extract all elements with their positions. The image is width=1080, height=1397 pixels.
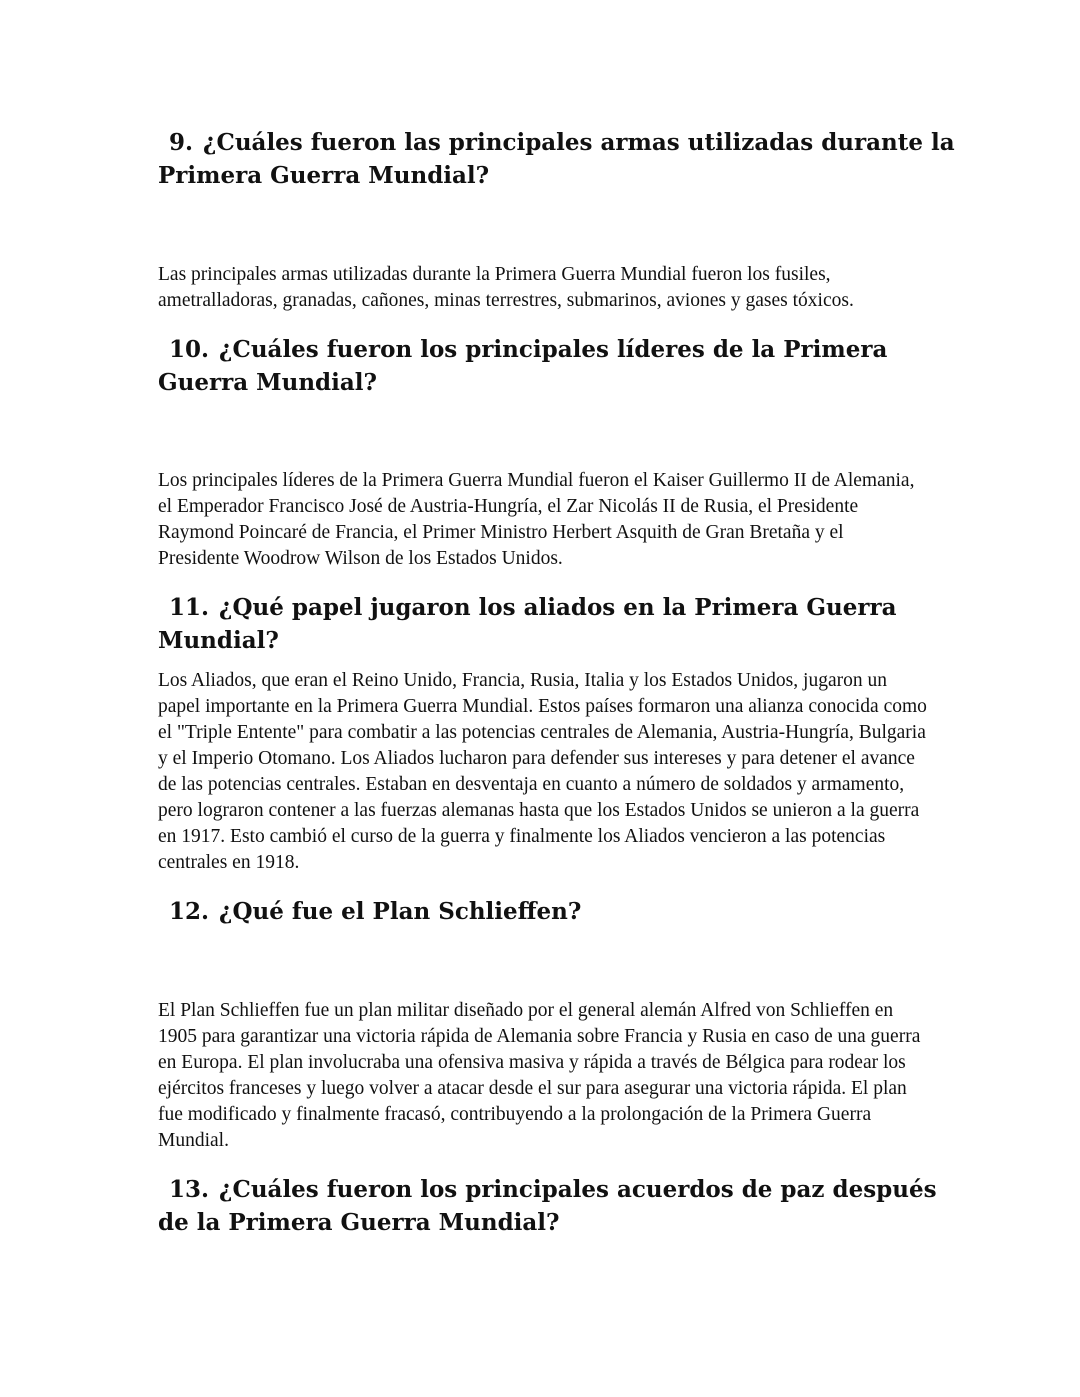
question-number: 9 . — [158, 126, 193, 159]
question-number: 12 . — [158, 895, 209, 928]
question-heading-12 — [158, 895, 958, 928]
question-heading-11 — [158, 591, 958, 657]
question-number: 10 . — [158, 333, 209, 366]
answer-paragraph-10: Los principales líderes de la Primera Guerra Mundial fueron el Kaiser Guillermo II de Alemania, el Emperador Francisco José de Austria-Hungría, el Zar Nicolás II de Rusia, el Presidente Raymond Poincaré de Francia, el Primer Ministro Herbert Asquith de Gran Bretaña y el Presidente Woodrow Wilson de los Estados Unidos. — [158, 470, 915, 569]
question-title: ¿Cuáles fueron los principales líderes de la Primera Guerra Mundial? — [158, 336, 888, 396]
answer-paragraph-11: Los Aliados, que eran el Reino Unido, Francia, Rusia, Italia y los Estados Unidos, jugaron un papel importante en la Primera Guerra Mundial. Estos países formaron una alianza conocida como el "Triple Entente" para combatir a las potencias centrales de Alemania, Austria-Hungría, Bulgaria y el Imperio Otomano. Los Aliados lucharon para defender sus intereses y para detener el avance de las potencias centrales. Estaban en desventaja en cuanto a número de soldados y armamento, pero lograron contener a las fuerzas alemanas hasta que los Estados Unidos se unieron a la guerra en 1917. Esto cambió el curso de la guerra y finalmente los Aliados vencieron a las potencias centrales en 1918. — [158, 670, 927, 873]
question-title: ¿Qué fue el Plan Schlieffen? — [219, 898, 582, 925]
question-heading-10 — [158, 333, 958, 399]
question-title: ¿Cuáles fueron los principales acuerdos de paz después de la Primera Guerra Mundial? — [158, 1176, 937, 1236]
question-title: ¿Cuáles fueron las principales armas utilizadas durante la Primera Guerra Mundial? — [158, 129, 955, 189]
question-heading-9 — [158, 126, 958, 192]
question-number: 13 . — [158, 1173, 209, 1206]
question-title: ¿Qué papel jugaron los aliados en la Primera Guerra Mundial? — [158, 594, 897, 654]
question-heading-13 — [158, 1173, 958, 1239]
answer-paragraph-9: Las principales armas utilizadas durante la Primera Guerra Mundial fueron los fusiles, ametralladoras, granadas, cañones, minas terrestres, submarinos, aviones y gases tóxicos. — [158, 264, 854, 311]
question-number: 11 . — [158, 591, 209, 624]
answer-paragraph-12: El Plan Schlieffen fue un plan militar diseñado por el general alemán Alfred von Schlieffen en 1905 para garantizar una victoria rápida de Alemania sobre Francia y Rusia en caso de una guerra en Europa. El plan involucraba una ofensiva masiva y rápida a través de Bélgica para rodear los ejércitos franceses y luego volver a atacar desde el sur para asegurar una victoria rápida. El plan fue modificado y finalmente fracasó, contribuyendo a la prolongación de la Primera Guerra Mundial. — [158, 1000, 921, 1151]
